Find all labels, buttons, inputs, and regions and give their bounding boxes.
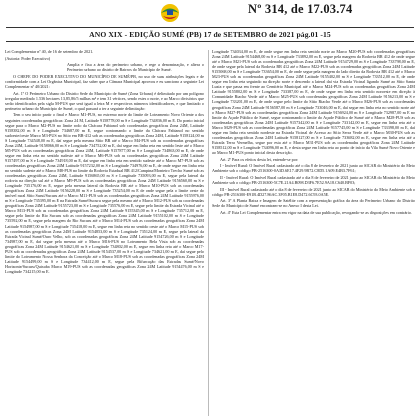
item-iii: III - Imóvel Rural cadastrado até o dia 8 de fevereiro de 2021 junto ao SICAR do Ministério do Meio Ambiente sob o código PB-2516300-E91B.4D27.86AC.3F05.B1E8.D472.6C93.0A5E. [212, 186, 415, 197]
law-preamble: O CHEFE DO PODER EXECUTIVO DO MUNICÍPIO DE SUMÉ/PB, no uso de suas atribuições legais e de conformidade com a Lei Orgânica Municipal, faz saber que a Câmara Municipal aprovou e eu sanciono a seguinte Lei Complementar nº 40/2021: [5, 73, 204, 90]
article-4: Art. 4º Esta Lei Complementar entra em vigor na data de sua publicação, revogando-se as disposições em contrário. [220, 209, 412, 215]
issue-number: Nº 314, de 17.03.74 [248, 2, 353, 16]
law-title: Lei Complementar nº 40, de 16 de setembro de 2021. [5, 49, 94, 54]
item-i: I - Imóvel Rural: O Imóvel Rural cadastrado até o dia 8 de fevereiro de 2021 junto ao SICAR do Ministério do Meio Ambiente sob o código PB-2516300-0A3D.6E17.4F29.9B72.C8D5.1A09.E4B3.7F61; [212, 163, 415, 174]
right-column [212, 49, 415, 417]
article-1: Art. 1º O Perímetro Urbano do Distrito Sede do Município de Sumé (Zona Urbana) é delimitado por um polígono irregular medindo 1.536 hectares 13,85,86/5 milhas m² e tem 31 vértices, sendo estes o norte, e ao Marco divisórios que serão identificados pela sigla M-PUS que será igual a letra M e respectivos números identificadores, e que limitado o perímetro urbano do Município de Sumé, o qual passará a ter a seguinte delimitação: [5, 90, 204, 111]
law-authorship: (Autoria: Poder Executivo) [5, 55, 51, 61]
top-rule [6, 27, 414, 28]
column-divider [208, 50, 209, 416]
article-2: Art. 2º Para os efeitos desta lei, entende-se por: [220, 156, 299, 162]
item-ii: II - Imóvel Rural: O Imóvel Rural cadastrado até o dia 8 de fevereiro de 2021 junto ao SICAR do Ministério do Meio Ambiente sob o código PB-2516300-5C7E.21A4.B098.D3F6.7E52.9A18.C640.BF03; [212, 174, 415, 185]
left-column [5, 49, 204, 417]
perimeter-description-continued: Longitude 734034,00 m E, de onde segue em linha reta sentido norte ao Marco M20-PUS sob coordenadas geográficas Zona 24M Latitude 9154468,00 m S e Longitude 733892,00 m E, segue pela margem da Rodovia BR 412 de onde segue até o Marco M21-PUS sob as coordenadas geográficas Zona 24M Latitude 9154729,00 m S e Longitude 733798,00 m E, de onde segue pela lateral da Rodovia BR 412 até o Marco M22-PUS sob as coordenadas geográficas Zona 24M Latitude 9155068,00 m S e Longitude 733654,00 m E, de onde segue pela margem do lado direito da Rodovia BR 412 até o Marco M23-PUS sob as coordenadas geográficas Zona 24M Latitude 9155402,00 m S e Longitude 733512,00 m E, de onde segue em linha reta seguindo na direção norte e descendo a lateral daí via Estrada Vicinal ligando Sumé ao Sítio Santa Luzia e que passa em frente ao Cemitério Municipal até o Marco M24-PUS sob as coordenadas geográficas Zona 24M Latitude 9155802,00 m S e Longitude 733387,00 m E, de onde segue em linha reta sentido noroeste em direção à Comunidade Riacho Verde até o Marco M25-PUS sob coordenadas geográficas Zona 24M Latitude 9156213,00 m S e Longitude 733201,00 m E, de onde segue pelo limite do Sítio Riacho Verde até o Marco M26-PUS sob as coordenadas geográficas Zona 24M Latitude 9156587,00 m S e Longitude 733046,00 m E, daí segue em linha reta no sentido norte até o Marco M27-PUS sob as coordenadas geográficas Zona 24M Latitude 9156924,00 m S e Longitude 732987,00 m E no limite do Açude Público de Sumé, segue contornando o limite do Açude Público de Sumé até o Marco M28-PUS sob as coordenadas geográficas Zona 24M Latitude 9157342,00 m S e Longitude 733142,00 m E, segue em linha reta até o Marco M29-PUS sob as coordenadas geográficas Zona 24M Latitude 9157745,00 m S e Longitude 733398,00 m E, daí segue em linha reta sentido nordeste na Estrada Vicinal de Acesso ao Sítio Serra Verde até o Marco M30-PUS sob as coordenadas geográficas Zona 24M Latitude 9158127,00 m S e Longitude 733682,00 m E, segue em linha reta até a Estrada Terra Vermelha, segue por esta até o Marco M31-PUS sob as coordenadas geográficas Zona 24M Latitude 9158512,00 m S e Longitude 734096,00 m E, e desta segue em linha reta ao ponto de início da Vila Sumé Novo Oriente e ao Marco M1-PUS ponto inicial desta descrição. [212, 49, 415, 155]
article-3: Art. 3º A Planta Baixa e Imagem de Satélite com a representação gráfica da área do Perímetro Urbano do Distrito Sede do Município de Sumé encontram-se no Anexo I desta Lei. [212, 198, 415, 209]
municipal-logo [140, 2, 200, 26]
edition-line: ANO XIX - EDIÇÃO SUMÉ (PB) 17 de SETEMBRO de 2021 pág.01 -15 [89, 30, 331, 39]
law-summary: Amplia e fixa a área do perímetro urbano, e rege a denominação, e altera o Perímetro urbano ao distrito de Bairros do Município de Sumé. [67, 62, 204, 73]
edition-rule [6, 41, 414, 42]
perimeter-description: Tem o seu início partir o final e Marco M1-PUS, no extremo norte do limite de Loteamento Novo Oriente a dos seguintes coordenadas geográficas: Zona 24 M, Latitude 9158778,00 m S e Longitude 734836,00 m E. Do ponto inicial segue para o Marco M2-PUS no limite rodo da Chácara Fabianol sob coordenadas geográficas Zona 24M, Latitude 9158382,00 m S e Longitude 734687,00 m E, segue contornando o limite da Chácara Fabianol no sentido sudoeste/oeste Marco M3-PUS no Sítio em BR-412 sob as coordenadas geográficas Zona 24M, Latitude 9158124,00 m S Longitude 734548,00 m E, daí segue pela mesma Sítio BR até o Marco M4-PUS sob as coordenadas geográficas Zona 24M, Latitude 9158066,00 m S e Longitude 734752,00 m E, daí segue em linha reta em sentido leste até o Marco M5-PUS sob as coordenadas geográficas Zona 24M, Latitude 9157877,00 m S e Longitude 734863,00 m E, de onde segue em linha reta no sentido sudeste até o Marco M6-PUS sob as coordenadas geográficas Zona 24M Latitude 9157497,00 m S e Longitude 734918,00 m E, daí segue em linha reta em sentido sudeste até o Marco M7-PUS sob as coordenadas geográficas Zona 24M Latitude 9157232,00 m S e Longitude 734976,00 m E, de onde segue em linha reta no sentido sudeste até o Marco M8-PUS no limite da Rodovia Estadual BR 412/Campina/Monteiro Trecho Sumé sob as coordenadas geográficas Zona 24M, Latitude 9156865,00 m S e Longitude 735093,00 m E, segue pela lateral da rodovia na direção sul até o Marco M9-PUS sob as coordenadas geográficas Zona 24M Latitude 9156560,00 m S e Longitude 735176,00 m E, segue pela mesma lateral da Rodovia BR até o Marco M10-PUS sob as coordenadas geográficas Zona 24M Latitude 9156228,00 m S e Longitude 735254,00 m E de onde segue pela o limite oeste do imóvel rural Sítio Suruí/Sucuru até o Marco M11-PUS sob as coordenadas geográficas Zona 24M Latitude 9155976,00 m S e Longitude 735395,00 m E na Estrada Sumé/Sucuru segue pela mesmo até o Marco M12-PUS sob as coordenadas geográficas Zona 24M Latitude 9155723,00 m S e Longitude 735576,00 m E, segue pelo limite da Estrada Vicinal até o Marco M13-PUS sob as coordenadas geográficas Zona 24M Latitude 9155345,00 m S e Longitude 735712,00 m E, segue pelo limite do Rio Sucuru sob as coordenadas geográficas Zona 24M Latitude 9155102,00 m S e Longitude 735592,00 m E, segue pela margem do Rio Sucuru até o Marco M14-PUS sob as coordenadas geográficas Zona 24M Latitude 9154987,00 m S e Longitude 735418,00 m E, segue em linha reta no sentido oeste até o Marco M15-PUS sob as coordenadas geográficas Zona 24M Latitude 9154853,00 m S e Longitude 735124,00 m E, segue pela lateral da Estrada Vicinal Sumé/Ouro Velho, sob as coordenadas geográficas Zona 24M Latitude 9154726,00 m S e Longitude 734987,00 m E, daí segue pela mesma até o Marco M16-PUS no Loteamento Bela Vista sob as coordenadas geográficas Zona 24M Latitude 9154621,00 m S e Longitude 734802,00 m E, segue em linha reta até o Marco M17-PUS sob as coordenadas geográficas Zona 24M Latitude 9154537,00 m S e Longitude 734621,00 m E, daí segue pelo limite do Loteamento Nossa Senhora da Conceição até o Marco M18-PUS sob as coordenadas geográficas Zona 24M Latitude 9154499,00 m S e Longitude 734412,00 m E, segue pela Bifurcação das Estradas Sumé/Novo Horizonte/Sucuru/Quixaba Marco M19-PUS sob as coordenadas geográficas Zona 24M Latitude 9154476,00 m S e Longitude 734215,00 m E. [5, 112, 204, 274]
masthead [0, 0, 420, 40]
